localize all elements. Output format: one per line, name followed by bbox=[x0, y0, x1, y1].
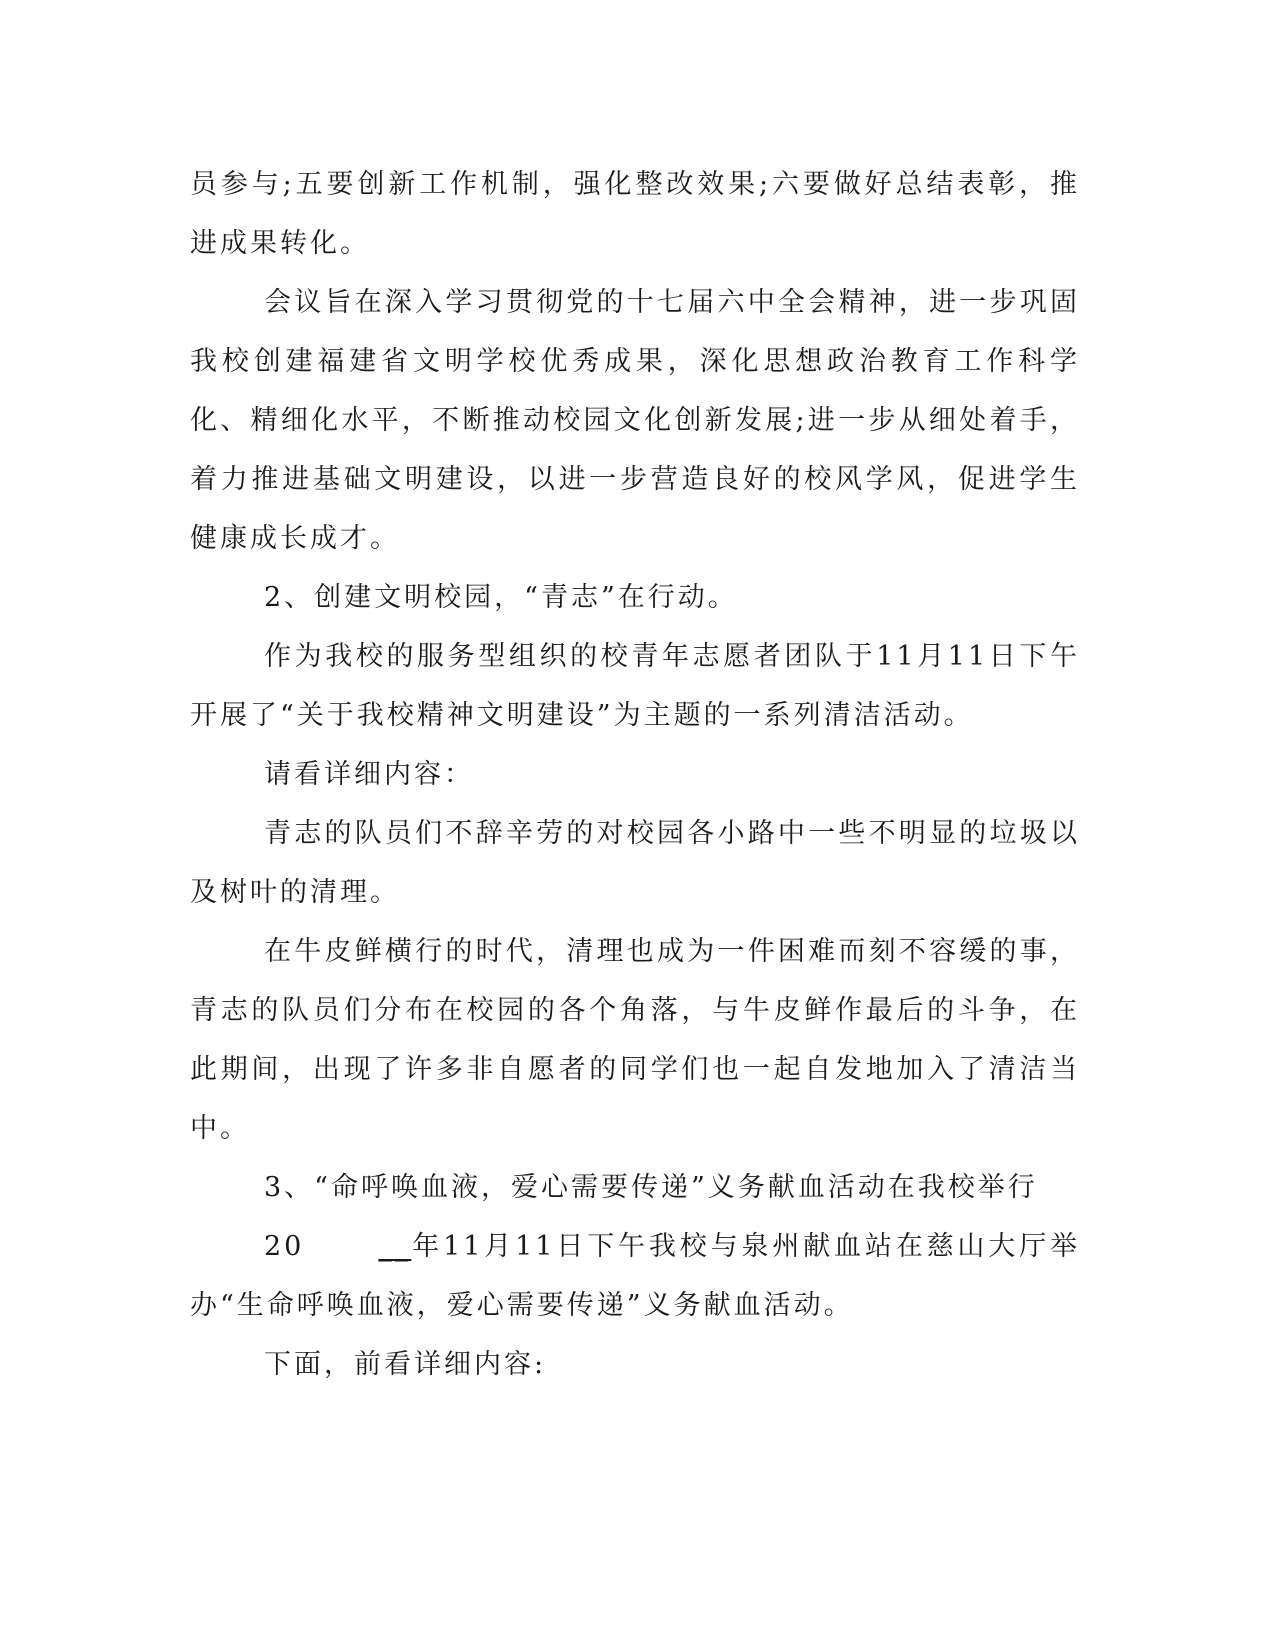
year-prefix: 20 bbox=[264, 1231, 305, 1262]
paragraph-6: 青志的队员们不辞辛劳的对校园各小路中一些不明显的垃圾以及树叶的清理。 bbox=[190, 818, 1080, 908]
paragraph-7: 在牛皮鲜横行的时代，清理也成为一件困难而刻不容缓的事，青志的队员们分布在校园的各个角落，与牛皮鲜作最后的斗争，在此期间，出现了许多非自愿者的同学们也一起自发地加入了清洁当中。 bbox=[190, 936, 1080, 1144]
paragraph-9 bbox=[190, 1217, 1080, 1335]
paragraph-1: 员参与;五要创新工作机制，强化整改效果;六要做好总结表彰，推进成果转化。 bbox=[190, 169, 1080, 259]
section-heading-3: 3、“命呼唤血液，爱心需要传递”义务献血活动在我校举行 bbox=[264, 1172, 1038, 1203]
paragraph-4: 作为我校的服务型组织的校青年志愿者团队于11月11日下午开展了“关于我校精神文明建设”为主题的一系列清洁活动。 bbox=[190, 641, 1080, 731]
paragraph-2: 会议旨在深入学习贯彻党的十七届六中全会精神，进一步巩固我校创建福建省文明学校优秀成果，深化思想政治教育工作科学化、精细化水平，不断推动校园文化创新发展;进一步从细处着手，着力推进基础文明建设，以进一步营造良好的校风学风，促进学生健康成长成才。 bbox=[190, 287, 1080, 554]
paragraph-9-text: 年11月11日下午我校与泉州献血站在慈山大厅举办“生命呼唤血液，爱心需要传递”义务献血活动。 bbox=[190, 1231, 1080, 1321]
paragraph-10: 下面，前看详细内容: bbox=[264, 1349, 547, 1380]
section-heading-2: 2、创建文明校园，“青志”在行动。 bbox=[264, 582, 738, 613]
paragraph-5: 请看详细内容： bbox=[264, 759, 474, 790]
year-blank: __ bbox=[378, 1231, 412, 1262]
document-body bbox=[190, 155, 1080, 1394]
